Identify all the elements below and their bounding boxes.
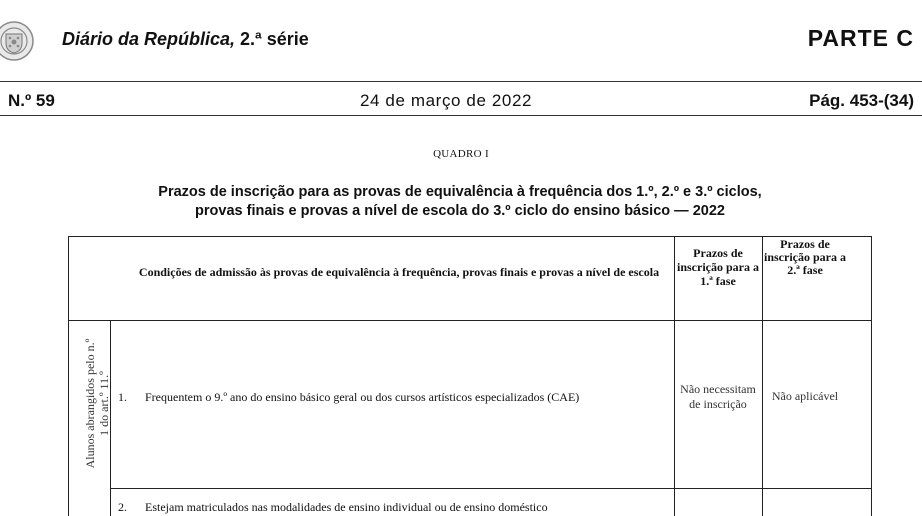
table-title-line-2: provas finais e provas a nível de escola do 3.º ciclo do ensino básico — 2022 xyxy=(195,203,725,219)
table-border xyxy=(68,236,69,516)
table-title xyxy=(60,183,860,221)
header-rule xyxy=(0,81,922,82)
coat-of-arms-emblem xyxy=(0,18,46,64)
table-divider xyxy=(762,236,763,516)
deadlines-table xyxy=(68,236,872,516)
table-border xyxy=(871,236,872,516)
issue-date: 24 de março de 2022 xyxy=(360,91,533,110)
row-number: 1. xyxy=(118,390,127,404)
page-number: Pág. 453-(34) xyxy=(809,91,914,110)
header-phase-2-deadline: Prazos de inscrição para a 2.ª fase xyxy=(764,237,846,277)
row-number: 2. xyxy=(118,500,127,514)
table-label: QUADRO I xyxy=(433,148,489,160)
header-conditions: Condições de admissão às provas de equivalência à frequência, provas finais e provas a nível de escola xyxy=(138,265,660,279)
part-label: PARTE C xyxy=(807,25,914,51)
header-phase-1-deadline: Prazos de inscrição para a 1.ª fase xyxy=(677,246,759,288)
row-condition-text: Estejam matriculados nas modalidades de ensino individual ou de ensino doméstico xyxy=(145,500,548,514)
header-rule-bottom xyxy=(0,115,922,116)
issue-number: N.º 59 xyxy=(8,91,55,110)
group-side-label xyxy=(83,336,111,471)
table-border xyxy=(68,236,872,237)
table-divider xyxy=(68,320,872,321)
group-side-label-text: Alunos abrangidos pelo n.º 1 do art.º 11.º xyxy=(83,338,111,469)
row-phase-2-value: Não aplicável xyxy=(771,389,839,403)
journal-series: 2.ª série xyxy=(235,29,309,49)
row-condition-text: Frequentem o 9.º ano do ensino básico geral ou dos cursos artísticos especializados (CAE) xyxy=(145,390,580,404)
table-divider xyxy=(110,488,872,489)
journal-title xyxy=(62,29,309,50)
row-phase-1-value: Não necessitam de inscrição xyxy=(680,382,756,411)
table-title-line-1: Prazos de inscrição para as provas de equivalência à frequência dos 1.º, 2.º e 3.º ciclos, xyxy=(158,184,762,200)
journal-name: Diário da República, xyxy=(62,29,236,49)
